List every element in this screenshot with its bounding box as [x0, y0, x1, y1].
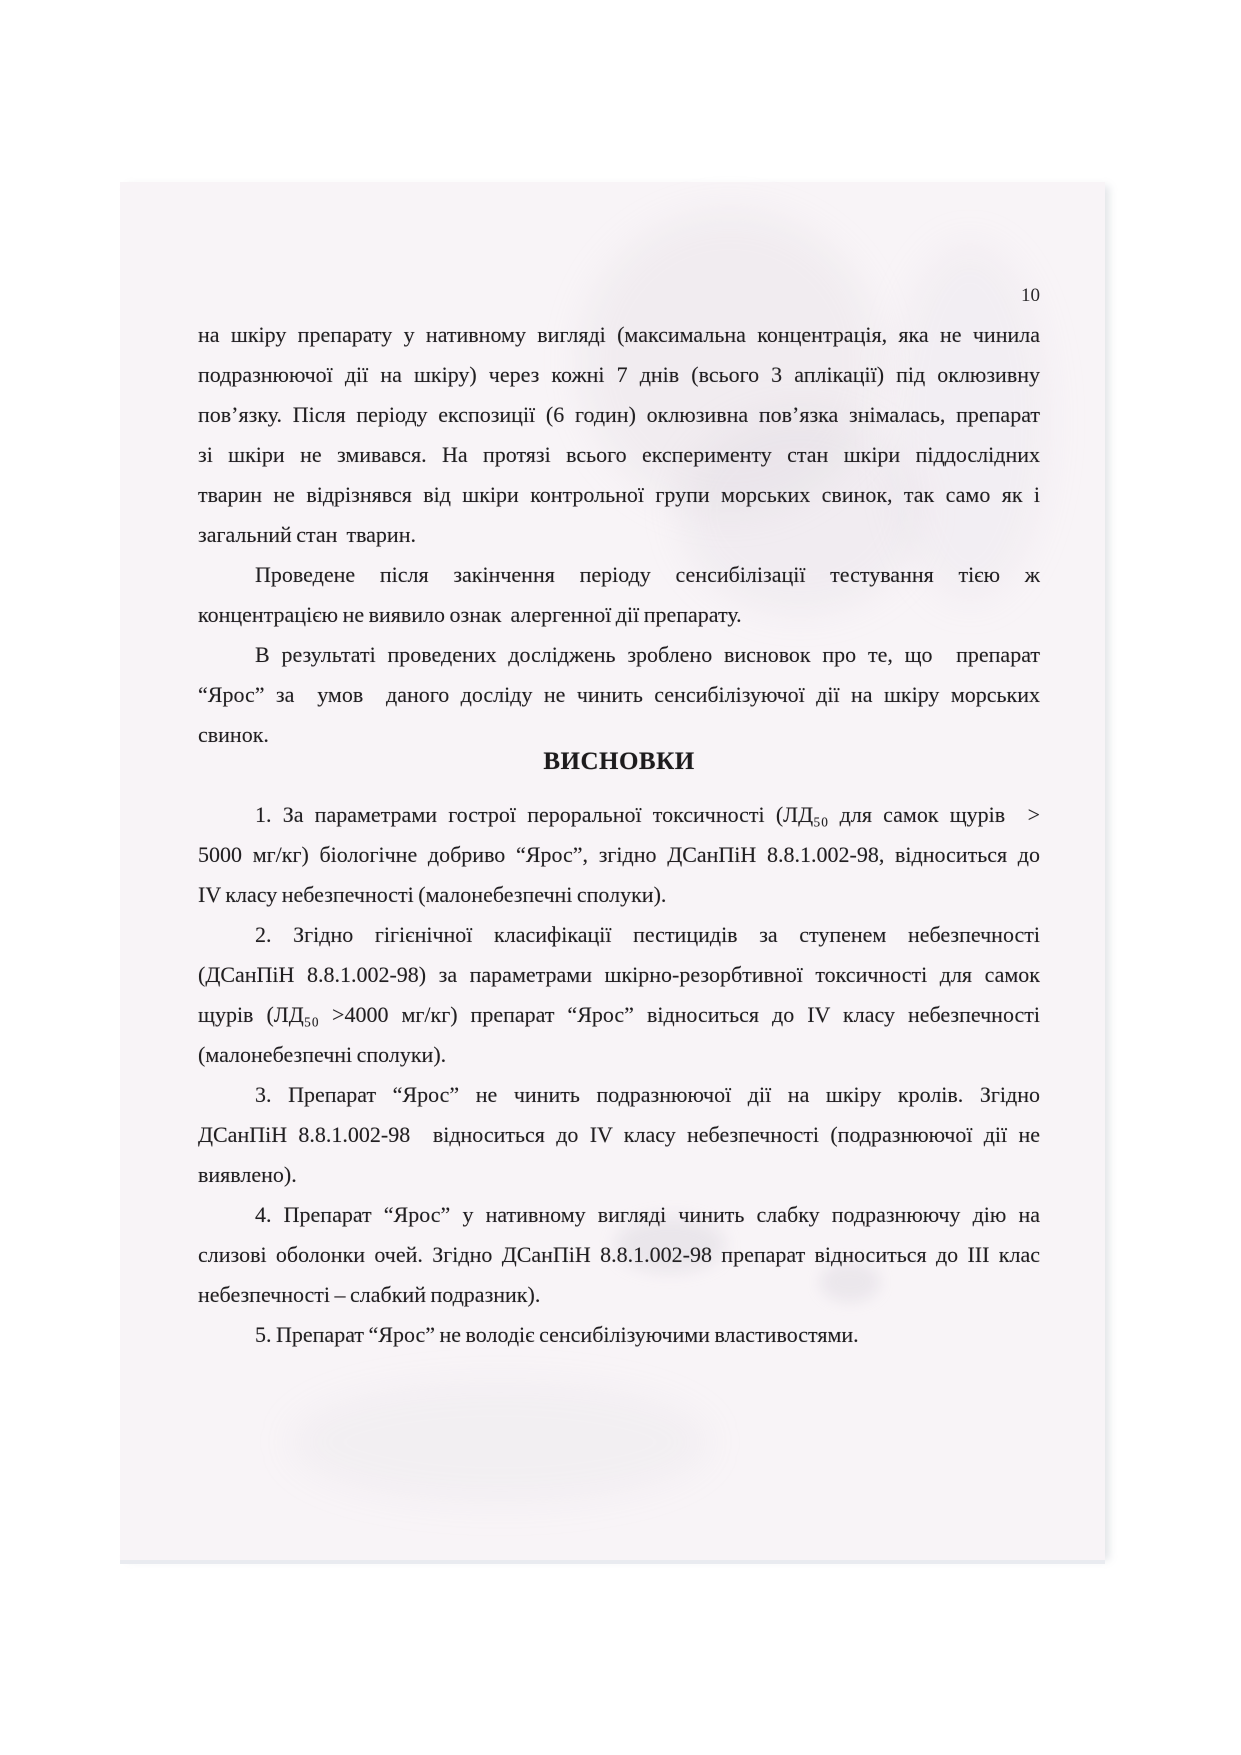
text-line: “Ярос” за умов даного досліду не чинить сенсибілізуючої дії на шкіру морських	[198, 682, 1040, 707]
text-line: виявлено).	[198, 1162, 297, 1187]
conclusions-heading: ВИСНОВКИ	[543, 748, 695, 775]
text-line: В результаті проведених досліджень зроблено висновок про те, що препарат	[255, 642, 1040, 667]
text-line: 2. Згідно гігієнічної класифікації пестицидів за ступенем небезпечності	[255, 922, 1040, 947]
scanned-page	[120, 182, 1105, 1560]
text-line: 4. Препарат “Ярос” у нативному вигляді чинить слабку подразнюючу дію на	[255, 1202, 1040, 1227]
text-line: 1. За параметрами гострої пероральної токсичності (ЛД₅₀ для самок щурів >	[255, 802, 1040, 827]
text-line: пов’язку. Після періоду експозиції (6 годин) оклюзивна пов’язка знімалась, препарат	[198, 402, 1040, 427]
conclusions-list	[198, 795, 1040, 1355]
text-line: слизові оболонки очей. Згідно ДСанПіН 8.8.1.002-98 препарат відноситься до III клас	[198, 1242, 1040, 1267]
text-line: зі шкіри не змивався. На протязі всього експерименту стан шкіри піддослідних	[198, 442, 1040, 467]
text-line: тварин не відрізнявся від шкіри контрольної групи морських свинок, так само як і	[198, 482, 1040, 507]
text-line: щурів (ЛД₅₀ >4000 мг/кг) препарат “Ярос” відноситься до IV класу небезпечності	[198, 1002, 1040, 1027]
text-line: (малонебезпечні сполуки).	[198, 1042, 447, 1067]
text-line: 5. Препарат “Ярос” не володіє сенсибілізуючими властивостями.	[255, 1322, 859, 1347]
text-line: загальний стан тварин.	[198, 522, 416, 547]
scan-artifact	[290, 1382, 710, 1502]
text-line: ДСанПіН 8.8.1.002-98 відноситься до IV класу небезпечності (подразнюючої дії не	[198, 1122, 1040, 1147]
text-line: подразнюючої дії на шкіру) через кожні 7 днів (всього 3 аплікації) під оклюзивну	[198, 362, 1040, 387]
text-line: 5000 мг/кг) біологічне добриво “Ярос”, згідно ДСанПіН 8.8.1.002-98, відноситься до	[198, 842, 1040, 867]
text-line: концентрацією не виявило ознак алергенної дії препарату.	[198, 602, 742, 627]
body-text-upper	[198, 315, 1040, 755]
text-line: на шкіру препарату у нативному вигляді (максимальна концентрація, яка не чинила	[198, 322, 1040, 347]
text-line: IV класу небезпечності (малонебезпечні сполуки).	[198, 882, 667, 907]
text-line: Проведене після закінчення періоду сенсибілізації тестування тією ж	[255, 562, 1040, 587]
text-line: 3. Препарат “Ярос” не чинить подразнюючої дії на шкіру кролів. Згідно	[255, 1082, 1040, 1107]
text-line: небезпечності – слабкий подразник).	[198, 1282, 541, 1307]
text-line: свинок.	[198, 722, 269, 747]
page-number: 10	[1021, 285, 1040, 306]
text-line: (ДСанПіН 8.8.1.002-98) за параметрами шкірно-резорбтивної токсичності для самок	[198, 962, 1040, 987]
